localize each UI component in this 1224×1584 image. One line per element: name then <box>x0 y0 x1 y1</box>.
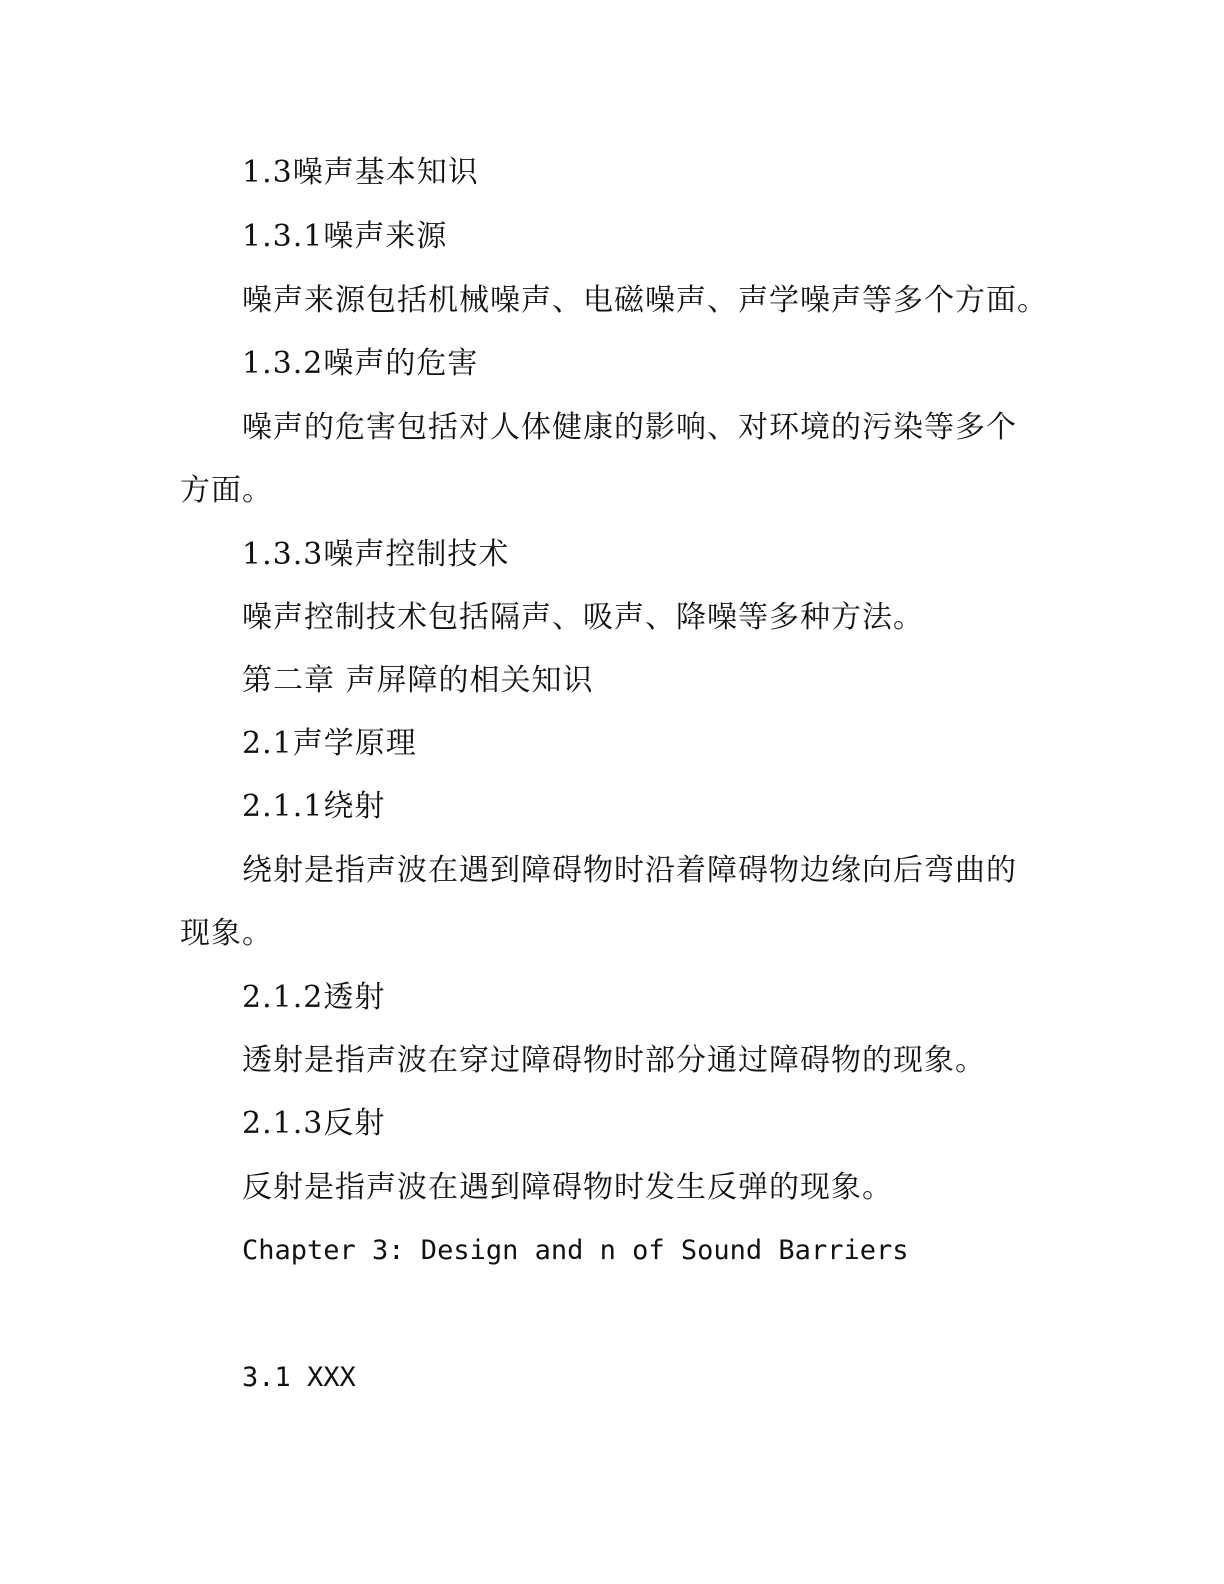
subsection-heading-2-1-2: 2.1.2透射 <box>242 980 386 1015</box>
paragraph-noise-control: 噪声控制技术包括隔声、吸声、降噪等多种方法。 <box>242 600 924 635</box>
chapter-two-heading: 第二章 声屏障的相关知识 <box>242 663 594 698</box>
subsection-heading-2-1-3: 2.1.3反射 <box>242 1106 386 1141</box>
paragraph-diffraction-line-1: 绕射是指声波在遇到障碍物时沿着障碍物边缘向后弯曲的 <box>242 853 1017 888</box>
subsection-heading-1-3-3: 1.3.3噪声控制技术 <box>242 537 510 572</box>
paragraph-reflection: 反射是指声波在遇到障碍物时发生反弹的现象。 <box>242 1170 893 1205</box>
subsection-heading-1-3-2: 1.3.2噪声的危害 <box>242 346 479 381</box>
chapter-three-heading: Chapter 3: Design and n of Sound Barriers <box>242 1235 909 1266</box>
section-heading-1-3: 1.3噪声基本知识 <box>242 155 479 190</box>
section-heading-3-1: 3.1 XXX <box>242 1362 356 1393</box>
subsection-heading-2-1-1: 2.1.1绕射 <box>242 789 386 824</box>
subsection-heading-1-3-1: 1.3.1噪声来源 <box>242 219 448 254</box>
paragraph-transmission: 透射是指声波在穿过障碍物时部分通过障碍物的现象。 <box>242 1043 986 1078</box>
paragraph-noise-harm-line-1: 噪声的危害包括对人体健康的影响、对环境的污染等多个 <box>242 410 1017 445</box>
paragraph-diffraction-line-2: 现象。 <box>180 916 273 951</box>
paragraph-noise-harm-line-2: 方面。 <box>180 473 273 508</box>
section-heading-2-1: 2.1声学原理 <box>242 726 417 761</box>
paragraph-noise-sources: 噪声来源包括机械噪声、电磁噪声、声学噪声等多个方面。 <box>242 283 1048 318</box>
